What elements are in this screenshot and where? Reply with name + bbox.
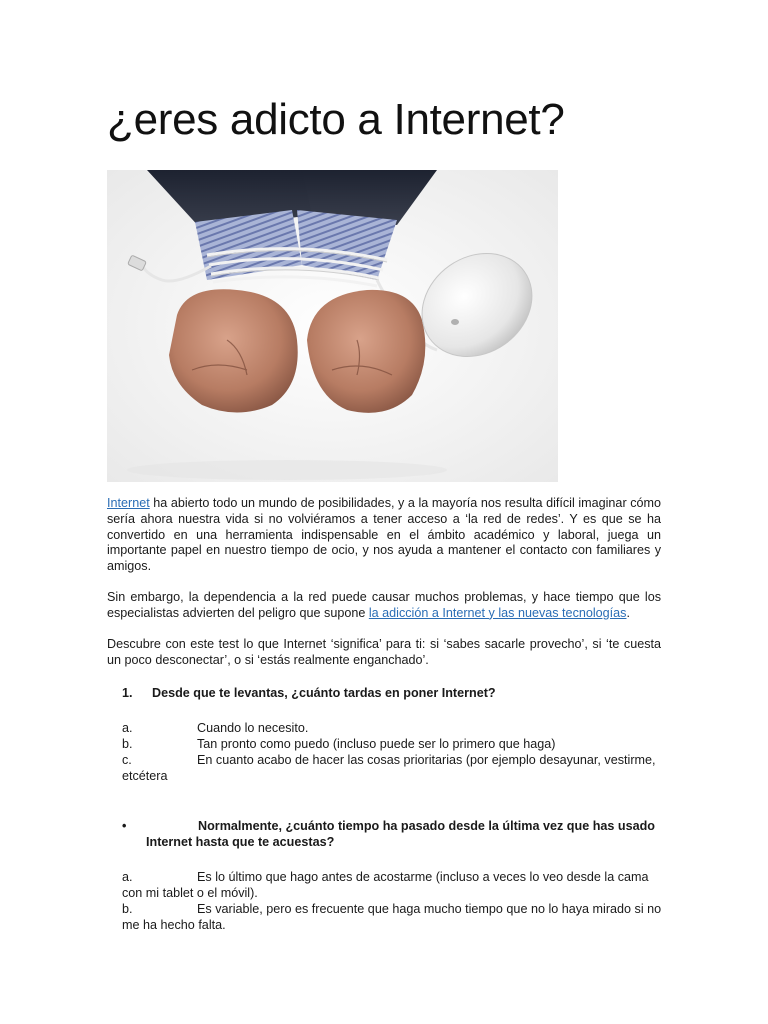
test-intro-paragraph	[107, 637, 661, 669]
question-2-bullet: •	[122, 819, 127, 833]
option-letter: b.	[122, 902, 133, 916]
option-letter: a.	[122, 870, 133, 884]
option-text: Es lo último que hago antes de acostarme (incluso a veces lo veo desde la cama con mi tablet o el móvil).	[122, 870, 649, 900]
question-1-text: Desde que te levantas, ¿cuánto tardas en poner Internet?	[152, 686, 496, 700]
question-1-number: 1.	[122, 686, 133, 700]
question-1-option-b	[122, 737, 662, 753]
warning-text-end: .	[626, 605, 630, 620]
option-text: Es variable, pero es frecuente que haga mucho tiempo que no lo haya mirado si no me ha hecho falta.	[122, 902, 662, 932]
option-text: Tan pronto como puedo (incluso puede ser lo primero que haga)	[197, 737, 556, 751]
question-1-option-c	[122, 753, 662, 785]
hands-tied-mouse-photo	[107, 170, 558, 482]
option-letter: c.	[122, 753, 132, 767]
intro-paragraph	[107, 496, 661, 575]
addiction-link[interactable]: la adicción a Internet y las nuevas tecnologías	[368, 605, 627, 620]
page-title: ¿eres adicto a Internet?	[107, 95, 565, 144]
question-2-text: Normalmente, ¿cuánto tiempo ha pasado desde la última vez que has usado Internet hasta que te acuestas?	[146, 819, 655, 849]
warning-text: Sin embargo, la dependencia a la red puede causar muchos problemas, y hace tiempo que los especialistas advierten del peligro que supone	[107, 590, 661, 620]
option-text: En cuanto acabo de hacer las cosas prioritarias (por ejemplo desayunar, vestirme, etcétera	[122, 753, 656, 783]
question-1-option-a	[122, 721, 662, 737]
option-letter: b.	[122, 737, 133, 751]
intro-text: ha abierto todo un mundo de posibilidades, y a la mayoría nos resulta difícil imaginar cómo sería ahora nuestra vida si no volviéramos a tener acceso a ‘la red de redes’. Y es que se ha convertido en una herramienta indispensable en el ámbito académico y laboral, juega un importante papel en nuestro tiempo de ocio, y nos ayuda a mantener el contacto con familiares y amigos.	[107, 496, 661, 574]
option-letter: a.	[122, 721, 133, 735]
warning-paragraph	[107, 590, 661, 622]
question-2-option-a	[122, 870, 662, 902]
test-intro-text: Descubre con este test lo que Internet ‘significa’ para ti: si ‘sabes sacarle provecho’, si ‘te cuesta un poco desconectar’, o si ‘estás realmente enganchado’.	[107, 637, 661, 667]
option-text: Cuando lo necesito.	[197, 721, 309, 735]
question-2-option-b	[122, 902, 662, 934]
internet-link[interactable]: Internet	[107, 496, 150, 510]
